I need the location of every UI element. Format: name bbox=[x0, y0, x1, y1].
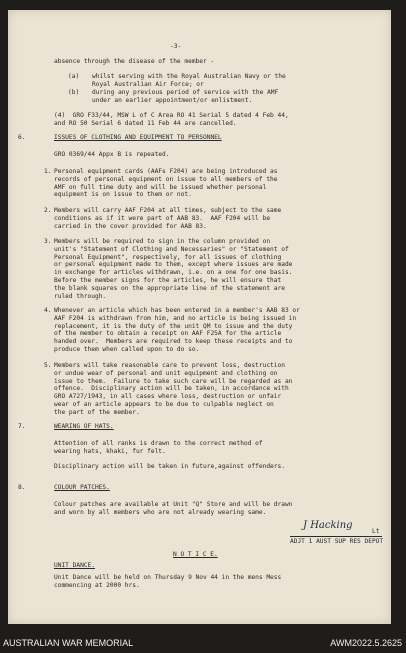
section-7-number: 7. bbox=[18, 423, 26, 430]
signature-block: ADJT 1 AUST SUP RES DEPOT bbox=[290, 538, 384, 545]
point-1-number: 1. bbox=[44, 168, 52, 175]
section-6-number: 6. bbox=[18, 134, 26, 141]
point-1-text: Personal equipment cards (AAFs F204) are being introduced as records of personal equipment on issue to all members of the AMF on full time duty and will be issued whether personal equipment is on issue to them or not. bbox=[54, 168, 278, 199]
item-4-text: (4) GRO F33/44, MSW L of C Area RO 41 Serial 5 dated 4 Feb 44, and RO 50 Serial 6 dated 11 Feb 44 are cancelled. bbox=[54, 112, 289, 127]
point-4-text: Whenever an article which has been entered in a member's AAB 83 or AAF F204 is withdrawn from him, and no article is being issued in replacement, it is the duty of the unit QM to issue and the duty of the member to obtain a receipt on AAF F25A for the article handed over. Members are required to keep these receipts and to produce them when called upon to do so. bbox=[54, 307, 300, 353]
unit-dance-text: Unit Dance will be held on Thursday 9 Nov 44 in the mens Mess commencing at 2000 hrs. bbox=[54, 574, 282, 589]
unit-dance-heading: UNIT DANCE. bbox=[54, 562, 95, 569]
section-7-heading: WEARING OF HATS. bbox=[54, 423, 114, 430]
signature-rank: Lt bbox=[372, 528, 380, 535]
footer-accession-number: AWM2022.5.2625 bbox=[330, 638, 402, 648]
clause-a-text: whilst serving with the Royal Australian Navy or the Royal Australian Air Force; or bbox=[92, 73, 286, 88]
point-3-number: 3. bbox=[44, 238, 52, 245]
section-8-number: 8. bbox=[18, 484, 26, 491]
page-number: -3- bbox=[170, 43, 182, 50]
notice-heading: N O T I C E. bbox=[173, 551, 218, 558]
clause-b-text: during any previous period of service with the AMF under an earlier appointment/or enlistment. bbox=[92, 89, 279, 104]
point-4-number: 4. bbox=[44, 307, 52, 314]
point-5-text: Members will take reasonable care to prevent loss, destruction or undue wear of personal and unit equipment and clothing on issue to them. Failure to take such care will be regarded as an offence. Disciplinary action will be taken, in accordance with GRO A727/1943, in all cases where loss, destruction or unfair wear of an article appears to be due to culpable neglect on the part of the member. bbox=[54, 362, 293, 416]
point-2-number: 2. bbox=[44, 207, 52, 214]
archive-footer bbox=[0, 632, 406, 653]
point-2-text: Members will carry AAF F204 at all times, subject to the same conditions as if it were part of AAB 83. AAF F204 will be carried in the cover provided for AAB 83. bbox=[54, 207, 282, 230]
footer-institution: AUSTRALIAN WAR MEMORIAL bbox=[3, 638, 134, 648]
point-5-number: 5. bbox=[44, 362, 52, 369]
section-6-intro: GRO 0369/44 Appx B is repeated. bbox=[54, 151, 170, 158]
section-7-para-2: Disciplinary action will be taken in future,against offenders. bbox=[54, 463, 285, 470]
point-3-text: Members will be required to sign in the column provided on unit's "Statement of Clothing and Necessaries" or "Statement of Personal Equipment", respectively, for all issues of clothing or personal equipment made to them, except where issues are made in exchange for articles withdrawn, i.e. on a one for one basis. Before the member signs for the articles, he will ensure that the blank squares on the appropriate line of the statement are ruled through. bbox=[54, 238, 293, 300]
intro-line: absence through the disease of the member - bbox=[54, 58, 215, 65]
section-6-heading: ISSUES OF CLOTHING AND EQUIPMENT TO PERSONNEL bbox=[54, 134, 222, 141]
section-8-para: Colour patches are available at Unit "Q" Store and will be drawn and worn by all members who are not already wearing same. bbox=[54, 501, 293, 516]
clause-a-label: (a) bbox=[68, 73, 80, 80]
signature-handwriting: J Hacking bbox=[303, 520, 353, 531]
signature-rule bbox=[290, 536, 382, 537]
document-page bbox=[8, 10, 391, 624]
clause-b-label: (b) bbox=[68, 89, 80, 96]
section-8-heading: COLOUR PATCHES. bbox=[54, 484, 110, 491]
section-7-para-1: Attention of all ranks is drawn to the correct method of wearing hats, khaki, fur felt. bbox=[54, 440, 263, 455]
